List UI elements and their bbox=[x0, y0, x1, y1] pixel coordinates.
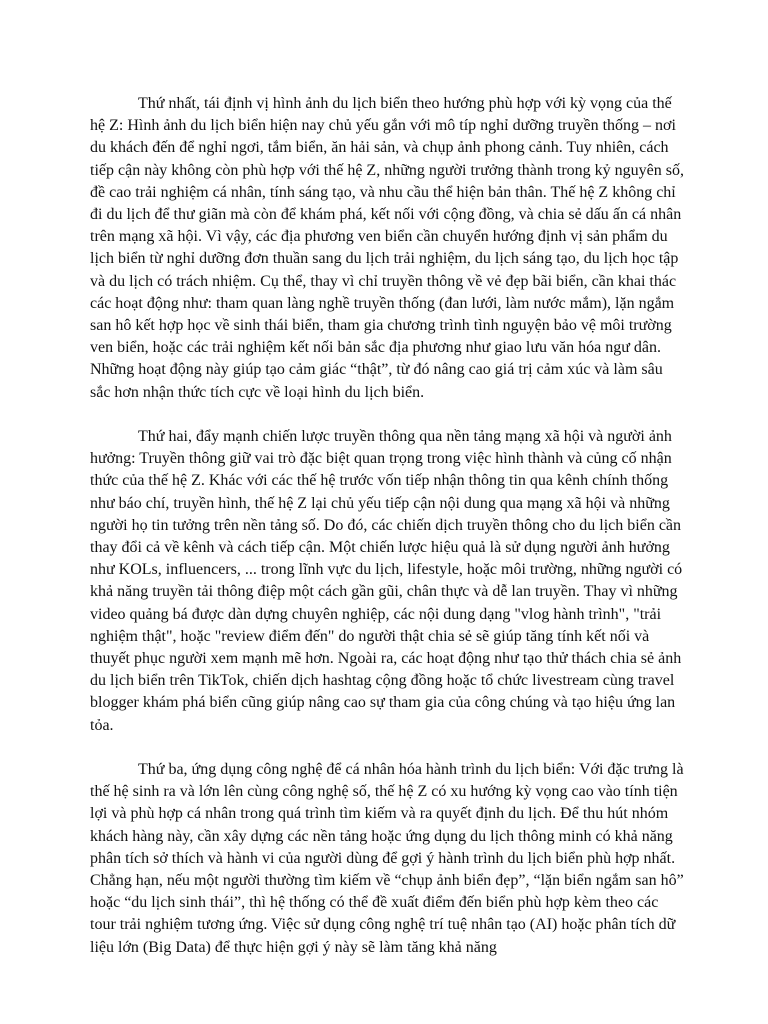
paragraph-1: Thứ nhất, tái định vị hình ảnh du lịch biển theo hướng phù hợp với kỳ vọng của thế hệ Z: Hình ảnh du lịch biển hiện nay chủ yếu gắn với mô típ nghỉ dưỡng truyền thống – nơi du khách đến để nghỉ ngơi, tắm biển, ăn hải sản, và chụp ảnh phong cảnh. Tuy nhiên, cách tiếp cận này không còn phù hợp với thế hệ Z, những người trưởng thành trong kỷ nguyên số, đề cao trải nghiệm cá nhân, tính sáng tạo, và nhu cầu thể hiện bản thân. Thế hệ Z không chỉ đi du lịch để thư giãn mà còn để khám phá, kết nối với cộng đồng, và chia sẻ dấu ấn cá nhân trên mạng xã hội. Vì vậy, các địa phương ven biển cần chuyển hướng định vị sản phẩm du lịch biển từ nghỉ dưỡng đơn thuần sang du lịch trải nghiệm, du lịch sáng tạo, du lịch học tập và du lịch có trách nhiệm. Cụ thể, thay vì chỉ truyền thông về vẻ đẹp bãi biển, cần khai thác các hoạt động như: tham quan làng nghề truyền thống (đan lưới, làm nước mắm), lặn ngắm san hô kết hợp học về sinh thái biển, tham gia chương trình tình nguyện bảo vệ môi trường ven biển, hoặc các trải nghiệm kết nối bản sắc địa phương như giao lưu văn hóa ngư dân. Những hoạt động này giúp tạo cảm giác “thật”, từ đó nâng cao giá trị cảm xúc và làm sâu sắc hơn nhận thức tích cực về loại hình du lịch biển. bbox=[90, 95, 684, 401]
paragraph-3: Thứ ba, ứng dụng công nghệ để cá nhân hóa hành trình du lịch biển: Với đặc trưng là thế hệ sinh ra và lớn lên cùng công nghệ số, thế hệ Z có xu hướng kỳ vọng cao vào tính tiện lợi và phù hợp cá nhân trong quá trình tìm kiếm và ra quyết định du lịch. Để thu hút nhóm khách hàng này, cần xây dựng các nền tảng hoặc ứng dụng du lịch thông minh có khả năng phân tích sở thích và hành vi của người dùng để gợi ý hành trình du lịch biển phù hợp nhất. Chẳng hạn, nếu một người thường tìm kiếm về “chụp ảnh biển đẹp”, “lặn biển ngắm san hô” hoặc “du lịch sinh thái”, thì hệ thống có thể đề xuất điểm đến biển phù hợp kèm theo các tour trải nghiệm tương ứng. Việc sử dụng công nghệ trí tuệ nhân tạo (AI) hoặc phân tích dữ liệu lớn (Big Data) để thực hiện gợi ý này sẽ làm tăng khả năng bbox=[90, 761, 684, 956]
paragraph-2: Thứ hai, đẩy mạnh chiến lược truyền thông qua nền tảng mạng xã hội và người ảnh hưởng: Truyền thông giữ vai trò đặc biệt quan trọng trong việc hình thành và củng cố nhận thức của thế hệ Z. Khác với các thế hệ trước vốn tiếp nhận thông tin qua kênh chính thống như báo chí, truyền hình, thế hệ Z lại chủ yếu tiếp cận nội dung qua mạng xã hội và những người họ tin tưởng trên nền tảng số. Do đó, các chiến dịch truyền thông cho du lịch biển cần thay đổi cả về kênh và cách tiếp cận. Một chiến lược hiệu quả là sử dụng người ảnh hưởng như KOLs, influencers, ... trong lĩnh vực du lịch, lifestyle, hoặc môi trường, những người có khả năng truyền tải thông điệp một cách gần gũi, chân thực và dễ lan truyền. Thay vì những video quảng bá được dàn dựng chuyên nghiệp, các nội dung dạng "vlog hành trình", "trải nghiệm thật", hoặc "review điểm đến" do người thật chia sẻ sẽ giúp tăng tính kết nối và thuyết phục người xem mạnh mẽ hơn. Ngoài ra, các hoạt động như tạo thử thách chia sẻ ảnh du lịch biển trên TikTok, chiến dịch hashtag cộng đồng hoặc tổ chức livestream cùng travel blogger khám phá biển cũng giúp nâng cao sự tham gia của công chúng và tạo hiệu ứng lan tỏa. bbox=[90, 428, 683, 734]
document-body bbox=[90, 93, 686, 981]
